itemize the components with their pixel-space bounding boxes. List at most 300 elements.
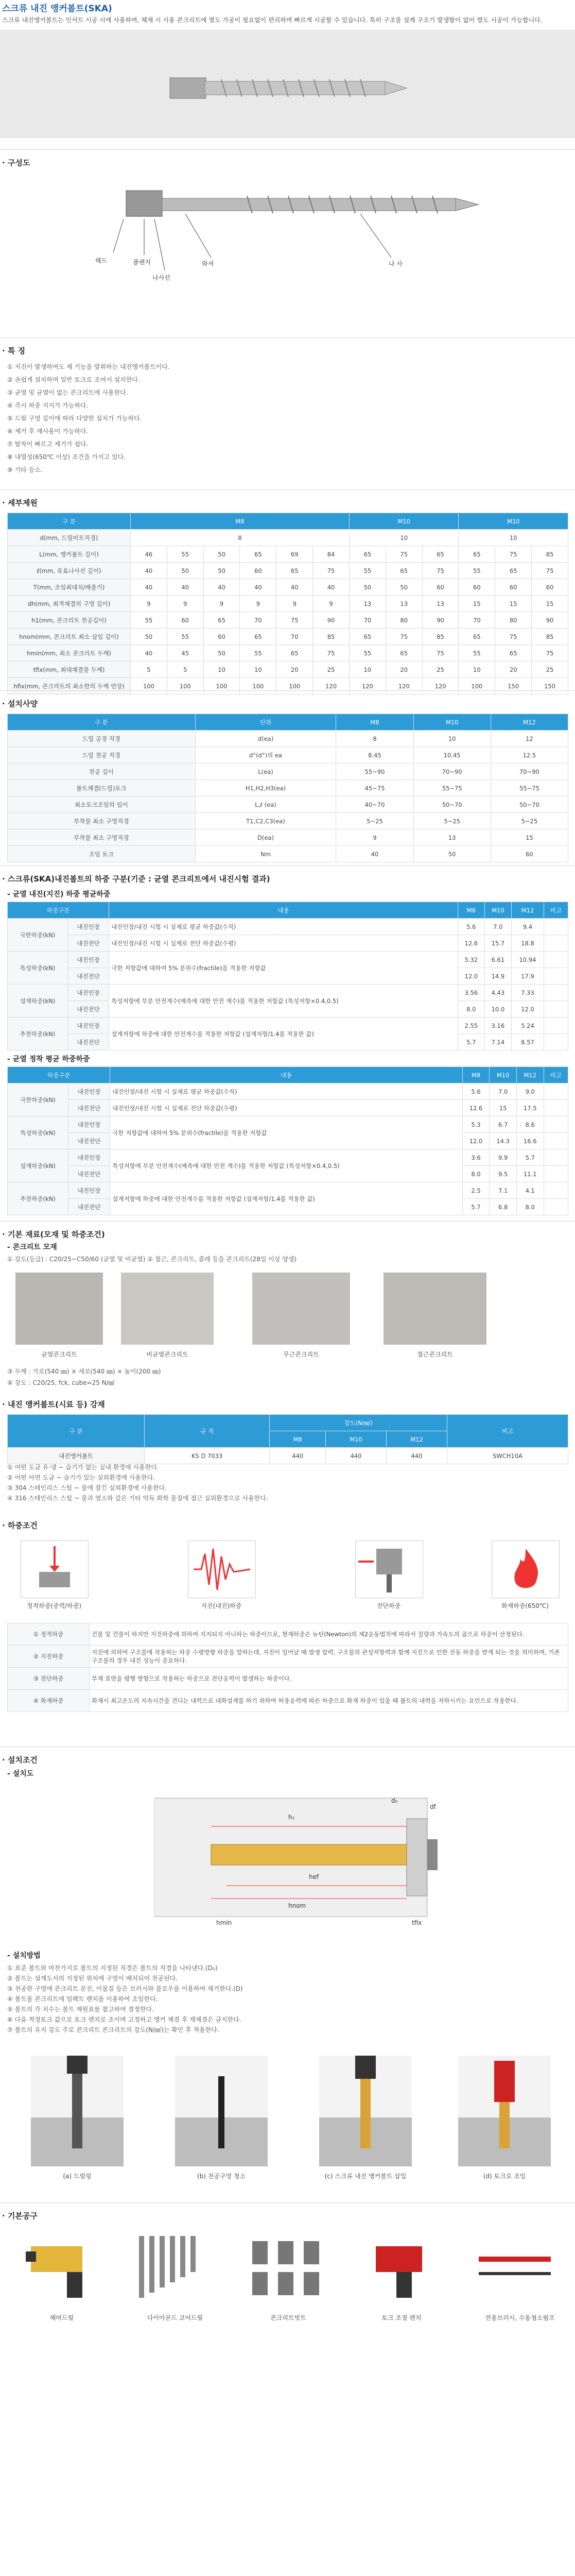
perf-cell xyxy=(544,1149,568,1166)
caption: 정적하중(중력/하중) xyxy=(26,1602,82,1609)
install-cell: 13 xyxy=(413,829,491,846)
caption: (d) 토크로 조임 xyxy=(483,2173,526,2180)
spec-cell: 65 xyxy=(459,546,495,563)
perf-group: 설계하중(kN) xyxy=(8,985,68,1018)
perf-header: 하중구분 xyxy=(8,902,109,919)
perf-type: 내진전단 xyxy=(68,1166,110,1182)
table-row xyxy=(8,678,568,694)
spec-cell: 9 xyxy=(240,596,276,612)
spec-label: T(mm, 조임최대치/배출기) xyxy=(8,579,131,596)
spec-cell: 75 xyxy=(422,645,459,662)
dim-h1: h₁ xyxy=(288,1814,295,1821)
brush-pump-image xyxy=(468,2226,561,2308)
install-header: M8 xyxy=(336,714,413,731)
table-row xyxy=(8,796,568,813)
spec-cell: 60 xyxy=(240,563,276,579)
table-row xyxy=(8,780,568,796)
install-cell: 5~25 xyxy=(336,813,413,829)
section-install-title: · 설치사양 xyxy=(2,699,38,708)
spec-cell: 60 xyxy=(495,579,532,596)
table-row xyxy=(8,579,568,596)
spec-cell: 10 xyxy=(203,662,240,678)
perf-cell: 17.5 xyxy=(516,1100,544,1116)
load-label: ② 지진하중 xyxy=(8,1646,90,1668)
perf-cell xyxy=(544,1133,568,1149)
perf-header: 비고 xyxy=(544,1067,568,1083)
dim-hnom: hnom xyxy=(288,1902,306,1909)
standard-line3: ④ 강도 : C20/25, fck, cube=25 N/㎟ xyxy=(7,1379,115,1386)
perf-cell: 12.6 xyxy=(458,935,484,952)
install-head xyxy=(8,714,568,731)
embed-size: M12 xyxy=(387,1431,447,1448)
perf-cell xyxy=(544,1034,568,1050)
spec-cell: 10 xyxy=(459,530,568,546)
perf-cell: 3.56 xyxy=(458,985,484,1001)
table-row xyxy=(8,645,568,662)
perf-cell: 4.1 xyxy=(516,1182,544,1199)
perf-cell: 5.3 xyxy=(462,1116,490,1133)
spec-cell: 70 xyxy=(240,612,276,629)
perf-desc: 내진인장/내진 시험 시 실제로 평균 하중값(수직) xyxy=(109,919,458,935)
install-cell: Nm xyxy=(195,846,336,862)
table-row xyxy=(8,813,568,829)
dim-df: df xyxy=(430,1803,436,1810)
load-label: ③ 전단하중 xyxy=(8,1668,90,1690)
load-desc: 부재 표면을 평행 방향으로 작용하는 하중으로 전단응력이 발생하는 하중이다. xyxy=(90,1668,568,1690)
spec-cell: 20 xyxy=(495,662,532,678)
hero-image xyxy=(0,30,575,138)
table-row xyxy=(8,1083,568,1100)
perf-cell xyxy=(544,1083,568,1100)
spec-label: ℓ(mm, 유효나사선 길이) xyxy=(8,563,131,579)
spec-cell: 55 xyxy=(240,645,276,662)
spec-cell: 70 xyxy=(349,612,386,629)
spec-cell: 46 xyxy=(131,546,167,563)
caption: (c) 스크류 내진 앵커볼트 삽입 xyxy=(324,2173,407,2180)
table-row xyxy=(8,530,568,546)
perf2-subtitle: - 균열 정착 평균 하중하중 xyxy=(7,1055,90,1063)
spec-cell: 9 xyxy=(313,596,350,612)
spec-cell: 75 xyxy=(313,645,350,662)
install-cell: 9 xyxy=(336,829,413,846)
install-cell: 55~75 xyxy=(491,780,568,796)
spec-cell: 40 xyxy=(167,579,203,596)
install-cell: 볼트체결(드릴)토크 xyxy=(8,780,196,796)
install-cell: H1,H2,H3(ea) xyxy=(195,780,336,796)
spec-cell: 40 xyxy=(313,579,350,596)
perf-cell: 5.6 xyxy=(462,1083,490,1100)
perf-cell: 7.33 xyxy=(511,985,544,1001)
installation-diagram xyxy=(154,1788,443,1932)
perf-type: 내진전단 xyxy=(68,1133,110,1149)
perf-cell: 8.57 xyxy=(511,1034,544,1050)
spec-cell: 50 xyxy=(131,629,167,645)
perf-cell xyxy=(544,919,568,935)
perf-cell: 17.9 xyxy=(511,968,544,985)
spec-cell: 40 xyxy=(131,579,167,596)
cleaning-image xyxy=(175,2056,268,2166)
hammer-drill-image xyxy=(15,2226,108,2308)
method-step-text: ⑦ 볼트의 유지 강도 주로 콘크리트 콘크리트의 강도(N/㎟)는 확인 후 적용한다. xyxy=(7,2026,219,2033)
method-step-text: ⑤ 볼트의 각 치수는 볼트 제원표를 참고하여 결정한다. xyxy=(7,2006,154,2013)
embed-header: 비고 xyxy=(447,1415,568,1448)
spec-cell: 70 xyxy=(459,612,495,629)
table-row xyxy=(8,1116,568,1133)
perf-cell: 7.0 xyxy=(490,1083,517,1100)
spec-cell: 75 xyxy=(386,629,422,645)
install-cell: 70~90 xyxy=(491,764,568,780)
install-cell: 50~70 xyxy=(413,796,491,813)
install-header: M12 xyxy=(491,714,568,731)
spec-cell: 120 xyxy=(422,678,459,694)
perf-type: 내진인장 xyxy=(67,919,109,935)
spec-label: tfix(mm, 최대체결물 두께) xyxy=(8,662,131,678)
spec-cell: 15 xyxy=(495,596,532,612)
install-cell: D(ea) xyxy=(195,829,336,846)
perf-cell: 5.6 xyxy=(458,919,484,935)
perf-desc: 극한 저항값에 대하여 5% 분위수(fractile)을 적용한 저항값 xyxy=(110,1116,463,1149)
perf-desc: 설계저항에 하중에 대한 안전계수를 적용한 저항값 (설계저항/1.4를 적용한 값) xyxy=(109,1018,458,1050)
tools-row xyxy=(10,2226,566,2339)
spec-cell: 65 xyxy=(203,612,240,629)
perf-header: M10 xyxy=(484,902,511,919)
perf-header: 하중구분 xyxy=(8,1067,110,1083)
install-cell: d(ea) xyxy=(195,731,336,747)
spec-cell: 65 xyxy=(495,645,532,662)
section-features-title: · 특 징 xyxy=(2,346,26,355)
shear-load-icon xyxy=(355,1540,423,1598)
method-step-text: ④ 볼트를 콘크리트에 임팩트 렌치를 이용하여 조임한다. xyxy=(7,1995,158,2003)
table-row xyxy=(8,612,568,629)
perf-cell: 5.7 xyxy=(458,1034,484,1050)
perf1-table xyxy=(7,902,568,1050)
perf-type: 내진인장 xyxy=(68,1116,110,1133)
spec-label: d(mm, 드릴비트직경) xyxy=(8,530,131,546)
spec-cell: 150 xyxy=(532,678,568,694)
spec-cell: 10 xyxy=(459,662,495,678)
spec-cell: 100 xyxy=(203,678,240,694)
screw-structure-diagram xyxy=(0,170,575,319)
install-cell: 40 xyxy=(336,846,413,862)
perf-type: 내진전단 xyxy=(68,1100,110,1116)
perf-type: 내진인장 xyxy=(67,1018,109,1034)
divider xyxy=(0,1221,575,1222)
perf-cell: 9.4 xyxy=(511,919,544,935)
perf1-body xyxy=(8,919,568,1050)
spec-label: L(mm, 앵커볼트 길이) xyxy=(8,546,131,563)
perf-cell: 7.1 xyxy=(490,1182,517,1199)
table-row xyxy=(8,1690,568,1712)
caption: 비균열콘크리트 xyxy=(146,1351,188,1358)
install-cell: 5~25 xyxy=(413,813,491,829)
spec-cell: 90 xyxy=(422,612,459,629)
spec-cell: 65 xyxy=(495,563,532,579)
embed-header: 강도(N/㎟) xyxy=(270,1415,447,1431)
spec-cell: 25 xyxy=(532,662,568,678)
label-thread-line: 나사선 xyxy=(152,274,170,281)
install-header: 단위 xyxy=(195,714,336,731)
spec-cell: 75 xyxy=(495,546,532,563)
concrete-bit-image xyxy=(242,2226,335,2308)
spec-cell: 65 xyxy=(240,629,276,645)
table-row xyxy=(8,1182,568,1199)
spec-cell: 13 xyxy=(349,596,386,612)
embed-note: ③ 304 스테인리스 스틸 ~ 물에 잠긴 실외환경에 사용한다. xyxy=(7,1484,167,1492)
table-row xyxy=(8,985,568,1001)
spec-cell: 55 xyxy=(349,645,386,662)
load-table xyxy=(7,1623,568,1712)
install-cell: 조임 토크 xyxy=(8,846,196,862)
table-row xyxy=(8,952,568,968)
spec-cell: 15 xyxy=(532,596,568,612)
perf-type: 내진인장 xyxy=(68,1149,110,1166)
spec-cell: 75 xyxy=(276,612,313,629)
spec-cell: 75 xyxy=(495,629,532,645)
feature-item: ⑤ 드릴 구멍 깊이에 따라 다양한 설치가 가능하다. xyxy=(7,415,142,422)
table-row xyxy=(8,1100,568,1116)
table-row xyxy=(8,829,568,846)
drilling-image xyxy=(31,2056,124,2166)
spec-cell: 10 xyxy=(349,530,458,546)
embed-header: 규 격 xyxy=(144,1415,269,1448)
table-row xyxy=(8,731,568,747)
feature-item: ① 지진이 발생하여도 제 기능을 발휘하는 내진앵커볼트이다. xyxy=(7,363,170,370)
spec-cell: 20 xyxy=(276,662,313,678)
install-cell: 12 xyxy=(491,731,568,747)
install-cell: 5~25 xyxy=(491,813,568,829)
perf-cell xyxy=(544,1100,568,1116)
embed-notes xyxy=(7,1462,563,1503)
divider xyxy=(0,690,575,691)
spec-cell: 50 xyxy=(386,579,422,596)
spec-cell: 60 xyxy=(532,579,568,596)
install-cell: L(ea) xyxy=(195,764,336,780)
perf-desc: 특성저항에 부분 안전계수(예측에 대한 안전 계수)를 적용한 저항값 (특성저항×0.4,0.5) xyxy=(110,1149,463,1182)
perf-group: 극한하중(kN) xyxy=(8,919,68,952)
spec-cell: 100 xyxy=(276,678,313,694)
caption: 콘크리트빗트 xyxy=(270,2314,306,2321)
specs-header: M10 xyxy=(349,513,458,530)
spec-cell: 55 xyxy=(459,563,495,579)
spec-label: hfix(mm, 콘크리트의 최소한의 두께 연장) xyxy=(8,678,131,694)
spec-cell: 85 xyxy=(532,629,568,645)
perf-cell: 12.0 xyxy=(458,968,484,985)
spec-cell: 75 xyxy=(422,563,459,579)
spec-cell: 90 xyxy=(532,612,568,629)
load-body xyxy=(8,1623,568,1712)
perf-header: M8 xyxy=(458,902,484,919)
section-standard-title: · 기본 재료(모재 및 하중조건) xyxy=(2,1230,105,1239)
torque-image xyxy=(458,2056,551,2166)
perf-cell: 6.8 xyxy=(490,1199,517,1215)
spec-cell: 75 xyxy=(386,546,422,563)
torque-wrench-image xyxy=(355,2226,448,2308)
spec-cell: 50 xyxy=(203,645,240,662)
caption: 해머드릴 xyxy=(49,2314,74,2321)
feature-item: ⑨ 기타 등소. xyxy=(7,466,43,473)
spec-cell: 70 xyxy=(276,629,313,645)
install-cell: 60 xyxy=(491,846,568,862)
spec-cell: 85 xyxy=(422,629,459,645)
perf-type: 내진인장 xyxy=(67,952,109,968)
intro-text: 스크류 내진앵커볼트는 인서트 시공 시에 사용하며, 체재 시 사용 콘크리트에 별도 가공이 필요없이 편리하며 빠르게 시공할 수 있습니다. 특히 구조물 설계 구조기 발생함이 없어 별도 시공이 가능합니다. xyxy=(2,16,543,24)
install-table xyxy=(7,714,568,862)
load-desc: 화재시 최고온도의 지속시간을 견디는 내력으로 내화설계를 하기 위하여 허용응력에 따른 하중으로 화재 하중이 있을 때 볼트의 내력을 저하시키는 요인으로 작용한다. xyxy=(90,1690,568,1712)
perf-cell: 5.24 xyxy=(511,1018,544,1034)
feature-item: ④ 즉시 하중 지지가 가능하다. xyxy=(7,402,89,409)
perf-cell xyxy=(544,952,568,968)
spec-cell: 50 xyxy=(203,563,240,579)
spec-cell: 50 xyxy=(167,563,203,579)
spec-cell: 55 xyxy=(349,563,386,579)
perf-cell xyxy=(544,1166,568,1182)
spec-cell: 60 xyxy=(167,612,203,629)
config-diagram xyxy=(0,170,575,319)
spec-cell: 60 xyxy=(459,579,495,596)
perf-header: M8 xyxy=(462,1067,490,1083)
perf-cell: 3.6 xyxy=(462,1149,490,1166)
install-cell: 드릴 천공 직경 xyxy=(8,747,196,764)
table-row xyxy=(8,662,568,678)
perf-desc: 내진인장/내진 시험 시 실제로 평균 하중값(수직) xyxy=(110,1083,463,1100)
spec-cell: 65 xyxy=(386,645,422,662)
perf-cell: 8.0 xyxy=(516,1199,544,1215)
perf-type: 내진전단 xyxy=(67,968,109,985)
spec-cell: 9 xyxy=(167,596,203,612)
caption: (b) 천공구멍 청소 xyxy=(197,2173,246,2180)
standard-line1: ① 강도(등급) : C20/25~C50/60 (균열 및 비균열) ② 철근, 콘크리트, 콜레 등을 콘크리트(28일 이상 양생) xyxy=(7,1256,297,1263)
perf-desc: 극한 저항값에 대하여 5% 분위수(fractile)을 적용한 저항값 xyxy=(109,952,458,985)
perf-group: 설계하중(kN) xyxy=(8,1149,68,1182)
install-cell: L,ℓ (ea) xyxy=(195,796,336,813)
table-row xyxy=(8,764,568,780)
spec-cell: 5 xyxy=(131,662,167,678)
spec-cell: 55 xyxy=(459,645,495,662)
perf-group: 극한하중(kN) xyxy=(8,1083,68,1116)
feature-item: ② 손쉽게 설치하며 일반 토크로 조여서 설치한다. xyxy=(7,376,140,383)
caption: 지진(내진)하중 xyxy=(201,1602,242,1609)
spec-cell: 9 xyxy=(131,596,167,612)
feature-item: ⑥ 제거 후 재사용이 가능하다. xyxy=(7,428,89,435)
install-cell: d°(d°)의 ea xyxy=(195,747,336,764)
perf-cell: 2.5 xyxy=(462,1182,490,1199)
method-subtitle: - 설치방법 xyxy=(7,1952,41,1960)
caption: (a) 드릴링 xyxy=(63,2173,92,2180)
caption: 철근콘크리트 xyxy=(417,1351,453,1358)
perf-cell: 3.16 xyxy=(484,1018,511,1034)
perf2-head xyxy=(8,1067,568,1083)
table-row xyxy=(8,1668,568,1690)
perf-header: M12 xyxy=(516,1067,544,1083)
perf-desc: 특성저항에 부분 안전계수(예측에 대한 안전 계수)를 적용한 저항값 (특성저항×0.4,0.5) xyxy=(109,985,458,1018)
perf-header: M10 xyxy=(490,1067,517,1083)
spec-cell: 40 xyxy=(240,579,276,596)
screw-anchor-illustration xyxy=(0,30,575,138)
dim-tfix: tfix xyxy=(412,1919,422,1926)
install-cell: 70~90 xyxy=(413,764,491,780)
spec-cell: 84 xyxy=(313,546,350,563)
perf-desc: 내진인장/내진 시험 시 실제로 전단 하중값(수평) xyxy=(110,1100,463,1116)
spec-cell: 20 xyxy=(386,662,422,678)
label-head: 헤드 xyxy=(95,257,108,264)
perf-cell xyxy=(544,1199,568,1215)
install-cell: 50 xyxy=(413,846,491,862)
perf-cell: 6.61 xyxy=(484,952,511,968)
spec-cell: 150 xyxy=(495,678,532,694)
perf-cell: 16.6 xyxy=(516,1133,544,1149)
standard-line2: ③ 두께 : 가로(540 ㎜) × 세로(540 ㎜) × 높이(200 ㎜) xyxy=(7,1368,161,1375)
spec-cell: 65 xyxy=(276,563,313,579)
spec-cell: 40 xyxy=(131,645,167,662)
perf-cell: 5.7 xyxy=(462,1199,490,1215)
perf-cell: 15 xyxy=(490,1100,517,1116)
spec-cell: 80 xyxy=(495,612,532,629)
spec-label: h1(mm, 콘크리트 천공깊이) xyxy=(8,612,131,629)
spec-cell: 10 xyxy=(240,662,276,678)
embed-cell: 내진앵커볼트 xyxy=(8,1448,145,1464)
perf-cell: 10.0 xyxy=(484,1001,511,1018)
install-cell: 드릴 공경 직경 xyxy=(8,731,196,747)
perf-cell: 7.14 xyxy=(484,1034,511,1050)
perf-header: 내용 xyxy=(110,1067,463,1083)
spec-cell: 13 xyxy=(386,596,422,612)
spec-cell: 60 xyxy=(203,629,240,645)
feature-item: ⑦ 탈착이 빠르고 제거가 쉽다. xyxy=(7,440,89,448)
section-performance-title: · 스크류(SKA)내진볼트의 하중 구분(기준 : 균열 콘크리트에서 내진시험 결과) xyxy=(2,874,270,884)
table-row xyxy=(8,1018,568,1034)
perf-cell: 14.9 xyxy=(484,968,511,985)
embed-cell: 440 xyxy=(270,1448,326,1464)
caption: 토크 조절 렌치 xyxy=(381,2314,422,2321)
perf-cell xyxy=(544,1116,568,1133)
perf-type: 내진전단 xyxy=(68,1199,110,1215)
load-desc: 지진에 의하여 구조물에 작용하는 하중 수평방향 하중을 말하는데, 지진이 일어날 때 발생 압력, 구조물의 관성저항력과 함께 지진으로 인한 진동 하중을 받게 되는 것을 의미하며, 기존 구조물의 경우 내진 성능이 중요하다. xyxy=(90,1646,568,1668)
table-row xyxy=(8,935,568,952)
install-cond-subtitle: - 설치도 xyxy=(7,1770,34,1778)
label-flange: 플랜지 xyxy=(133,259,151,266)
perf-cell: 12.6 xyxy=(462,1100,490,1116)
uncracked-concrete-image xyxy=(121,1273,214,1345)
spec-cell: 100 xyxy=(240,678,276,694)
standard-subtitle: - 콘크리트 모재 xyxy=(7,1243,57,1251)
perf2-body xyxy=(8,1083,568,1215)
perf-cell: 12.0 xyxy=(462,1133,490,1149)
spec-cell: 15 xyxy=(459,596,495,612)
table-row xyxy=(8,546,568,563)
install-body xyxy=(8,731,568,862)
install-header: M10 xyxy=(413,714,491,731)
perf-cell: 15.7 xyxy=(484,935,511,952)
embed-note: ② 어떤 아연 도금 ~ 습기가 있는 실외환경에 사용한다. xyxy=(7,1474,155,1481)
section-install-cond-title: · 설치조건 xyxy=(2,1755,38,1765)
perf-cell: 8.0 xyxy=(458,1001,484,1018)
spec-cell: 13 xyxy=(422,596,459,612)
perf-cell: 5.32 xyxy=(458,952,484,968)
table-row xyxy=(8,919,568,935)
install-cell: 10 xyxy=(413,731,491,747)
perf-cell: 14.3 xyxy=(490,1133,517,1149)
install-cell: 부착물 최소 구멍직경 xyxy=(8,829,196,846)
insertion-image xyxy=(319,2056,412,2166)
perf-group: 특성하중(kN) xyxy=(8,952,68,985)
caption: 화재하중(650℃) xyxy=(501,1602,549,1609)
perf-header: 내용 xyxy=(109,902,458,919)
spec-cell: 40 xyxy=(131,563,167,579)
spec-label: hmin(mm, 최소 콘크리트 두께) xyxy=(8,645,131,662)
load-icons xyxy=(10,1540,566,1618)
perf-cell: 9.0 xyxy=(516,1083,544,1100)
perf-cell: 9.9 xyxy=(490,1149,517,1166)
